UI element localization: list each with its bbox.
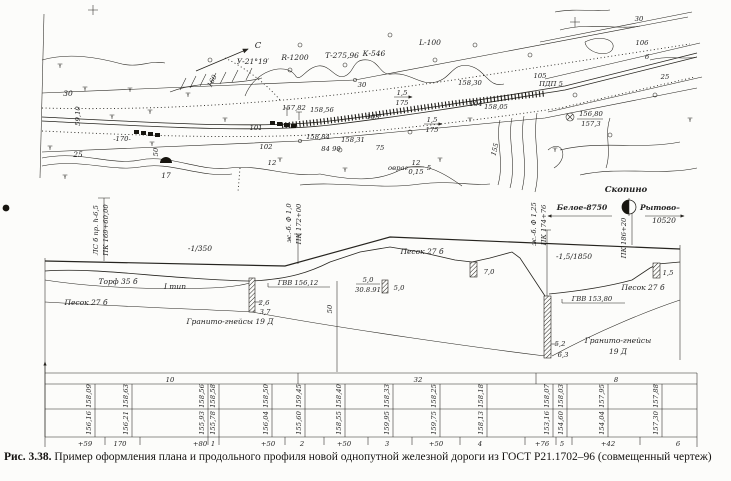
plan-label: 75 (375, 144, 385, 152)
curve-length: К-546 (362, 49, 386, 58)
rytovo-distance: 10520 (652, 216, 676, 225)
culvert-dim-top: 1,5 (396, 89, 408, 97)
ravine-label: овраг (388, 164, 408, 172)
ground-elevation: 154,04 (598, 411, 606, 435)
beloe-distance: Белое-8750 (556, 203, 608, 212)
culvert-label: ж.-б. Ф 1,25 (530, 202, 538, 246)
benchmark-elev-bottom: 157,3 (581, 120, 601, 128)
contour-label: 155 (489, 142, 501, 157)
design-elevation: 158,56 (198, 384, 206, 408)
ground-elevation: 153,16 (543, 411, 551, 435)
ground-elevation: 158,13 (477, 411, 485, 435)
station-name: Скопино (604, 185, 648, 195)
water-depth: 5,0 (362, 276, 374, 284)
plan-label: 25 (660, 73, 670, 81)
culvert-dim-top: 1,5 (426, 116, 438, 124)
water-date: 30.8.91 (355, 286, 381, 294)
rytovo-label: Рытово– (640, 203, 680, 212)
ground-elevation: 155,78 (209, 411, 217, 435)
plan-label: 12 (267, 159, 277, 167)
distance-value: +50 (428, 440, 444, 448)
soil-label: Песок 27 б (64, 298, 108, 307)
design-elevation: 157,88 (652, 384, 660, 408)
plan-label: 6 (644, 53, 650, 61)
ordinate-label: 50 (326, 304, 334, 314)
picket-label: 105 (533, 72, 547, 80)
curve-radius: R-1200 (281, 53, 309, 62)
soil-label: Песок 27 б (400, 247, 444, 256)
ground-elevation: 156,16 (85, 411, 93, 435)
soil-label: Гранито-гнейсы (584, 336, 652, 345)
borehole (249, 278, 255, 312)
picket-number: 4 (477, 440, 483, 448)
soil-label: Песок 27 б (621, 283, 665, 292)
design-elevation: 158,07 (543, 384, 551, 408)
picket-number: 6 (675, 440, 681, 448)
elevation-label: 158,05 (484, 103, 508, 111)
design-elevation: 158,25 (430, 384, 438, 408)
design-elevation: 158,18 (477, 384, 485, 408)
picket-number: 1 (210, 440, 216, 448)
north-label: С (254, 41, 262, 51)
depth-label: 7,0 (483, 268, 495, 276)
ground-elevation-row (85, 410, 660, 434)
peat-boundary (45, 280, 252, 289)
bridge-label: ЛС б пр. h-6,5 (92, 205, 100, 255)
page-mark (3, 205, 10, 212)
pond-symbol (160, 157, 172, 163)
distance-value: +80 (192, 440, 208, 448)
profile-labels (63, 185, 680, 359)
plan-view (40, 5, 702, 192)
distance-value: +76 (534, 440, 550, 448)
design-elevation: 159,45 (295, 384, 303, 408)
elevation-label: 158,56 (310, 106, 334, 114)
elevation-label: 158,84 (306, 133, 330, 141)
plan-label: 84 90 (321, 145, 341, 153)
distance-value: +50 (336, 440, 352, 448)
ravine-dim-top: 12 (411, 159, 421, 167)
ground-elevation: 159,75 (430, 411, 438, 435)
ground-elevation: 156,04 (262, 411, 270, 435)
picket-label: 104 (469, 100, 483, 108)
ravine-dim-bottom: 0,15 (408, 168, 424, 176)
plan-label: ПДП 5 (539, 80, 563, 88)
gvv-label: ГВВ 156,12 (277, 279, 319, 287)
plan-labels (63, 15, 669, 180)
plan-label: 101 (249, 124, 263, 132)
culvert-dim-bottom: 175 (395, 99, 409, 107)
depth-label: 5,0 (393, 284, 405, 292)
benchmark-elev-top: 156,80 (579, 110, 603, 118)
profile-table (45, 362, 697, 448)
soil-type-label: I тип (163, 282, 187, 291)
picket-number: 2 (299, 440, 305, 448)
bedrock-line (45, 302, 545, 356)
depth-label: 6,3 (557, 351, 569, 359)
design-elevation: 158,03 (557, 384, 565, 408)
grid-cross (88, 5, 98, 15)
settlement-symbol (134, 130, 160, 137)
caption-number: Рис. 3.38. (4, 451, 52, 463)
picket-number: 5 (559, 440, 565, 448)
figure-caption (4, 450, 727, 465)
depth-label: 5,2 (554, 340, 566, 348)
elevation-label: 157,82 (282, 104, 306, 112)
gvv-label: ГВВ 153,80 (571, 295, 613, 303)
culvert-label: ж.-б. Ф 1,0 (285, 203, 293, 243)
ravine-dim: 5 (426, 164, 432, 172)
km-number: 8 (613, 376, 619, 384)
borehole (470, 262, 477, 277)
ground-elevation: 155,93 (198, 411, 206, 435)
grid-cross (570, 17, 580, 27)
soil-label: 19 Д (608, 347, 628, 356)
profile-lines (45, 198, 684, 437)
profile-view (3, 185, 684, 437)
curve-tangent: Т-275,96 (325, 51, 359, 60)
design-elevation: 157,95 (598, 384, 606, 408)
design-elevation: 158,33 (383, 384, 391, 408)
plan-label: -170- (113, 135, 131, 143)
distance-value: +50 (260, 440, 276, 448)
ground-elevation: 158,55 (335, 411, 343, 435)
design-elevation: 158,58 (209, 384, 217, 408)
design-elevation: 158,40 (335, 384, 343, 408)
water-level-mark (382, 280, 388, 293)
culvert-dim-bottom: 175 (425, 126, 439, 134)
culvert-picket: ПК 172+00 (295, 203, 303, 245)
depth-label: 3,7 (259, 308, 271, 316)
bridge-picket: ПК 169+60,00 (102, 204, 110, 256)
km-number: 10 (165, 376, 175, 384)
distance-value: +42 (600, 440, 616, 448)
curve-angle: У-21°19′ (236, 57, 270, 66)
km-row (166, 376, 619, 384)
picket-label: 103 (366, 113, 380, 121)
plan-label: 59,10 (74, 106, 82, 126)
station-picket: ПК 186+20 (620, 217, 628, 259)
ground-elevation: 156,21 (122, 411, 130, 435)
soil-label: Гранито-гнейсы 19 Д (186, 317, 274, 326)
picket-number: 3 (384, 440, 390, 448)
borehole (544, 296, 551, 358)
ground-elevation: 154,60 (557, 411, 565, 435)
borehole (653, 263, 660, 278)
gradient-label: -1,5/1850 (555, 252, 593, 261)
transition-length: L-100 (419, 38, 441, 47)
plan-label: 30 (634, 15, 644, 23)
elevation-label: 158,31 (341, 136, 365, 144)
contour-lines (42, 10, 697, 192)
ground-elevation: 157,30 (652, 411, 660, 435)
design-elevation: 158,63 (122, 384, 130, 408)
plan-label: 50 (152, 147, 160, 157)
depth-label: 1,5 (662, 269, 674, 277)
plan-label: 102 (259, 143, 273, 151)
picket-label: 106 (635, 39, 649, 47)
contour-label: 160 (205, 73, 219, 89)
km-number: 32 (413, 376, 423, 384)
ground-elevation: 155,60 (295, 411, 303, 435)
design-elevation: 158,50 (262, 384, 270, 408)
design-elevation: 158,09 (85, 384, 93, 408)
distance-row (78, 440, 681, 448)
plan-label: 25 (73, 150, 83, 159)
soil-label: Торф 35 б (98, 277, 138, 286)
distance-value: 170 (113, 440, 127, 448)
station-symbol (622, 198, 636, 216)
ground-elevation: 159,95 (383, 411, 391, 435)
culvert-picket: ПК 174+76 (540, 204, 548, 246)
distance-value: +59 (77, 440, 93, 448)
plan-boundary-lines (40, 12, 702, 178)
elevation-label: 158,30 (458, 79, 482, 87)
design-elevation-row (85, 383, 660, 407)
gradient-label: -1/350 (187, 244, 213, 253)
plan-label: 30 (63, 89, 73, 98)
plan-label: 17 (161, 171, 171, 180)
caption-text: Пример оформления плана и продольного профиля новой однопутной железной дороги из ГОСТ Р21.1702–96 (совмещенный чертеж) (54, 451, 712, 463)
plan-label: 30 (357, 81, 367, 89)
depth-label: 2,6 (258, 299, 270, 307)
